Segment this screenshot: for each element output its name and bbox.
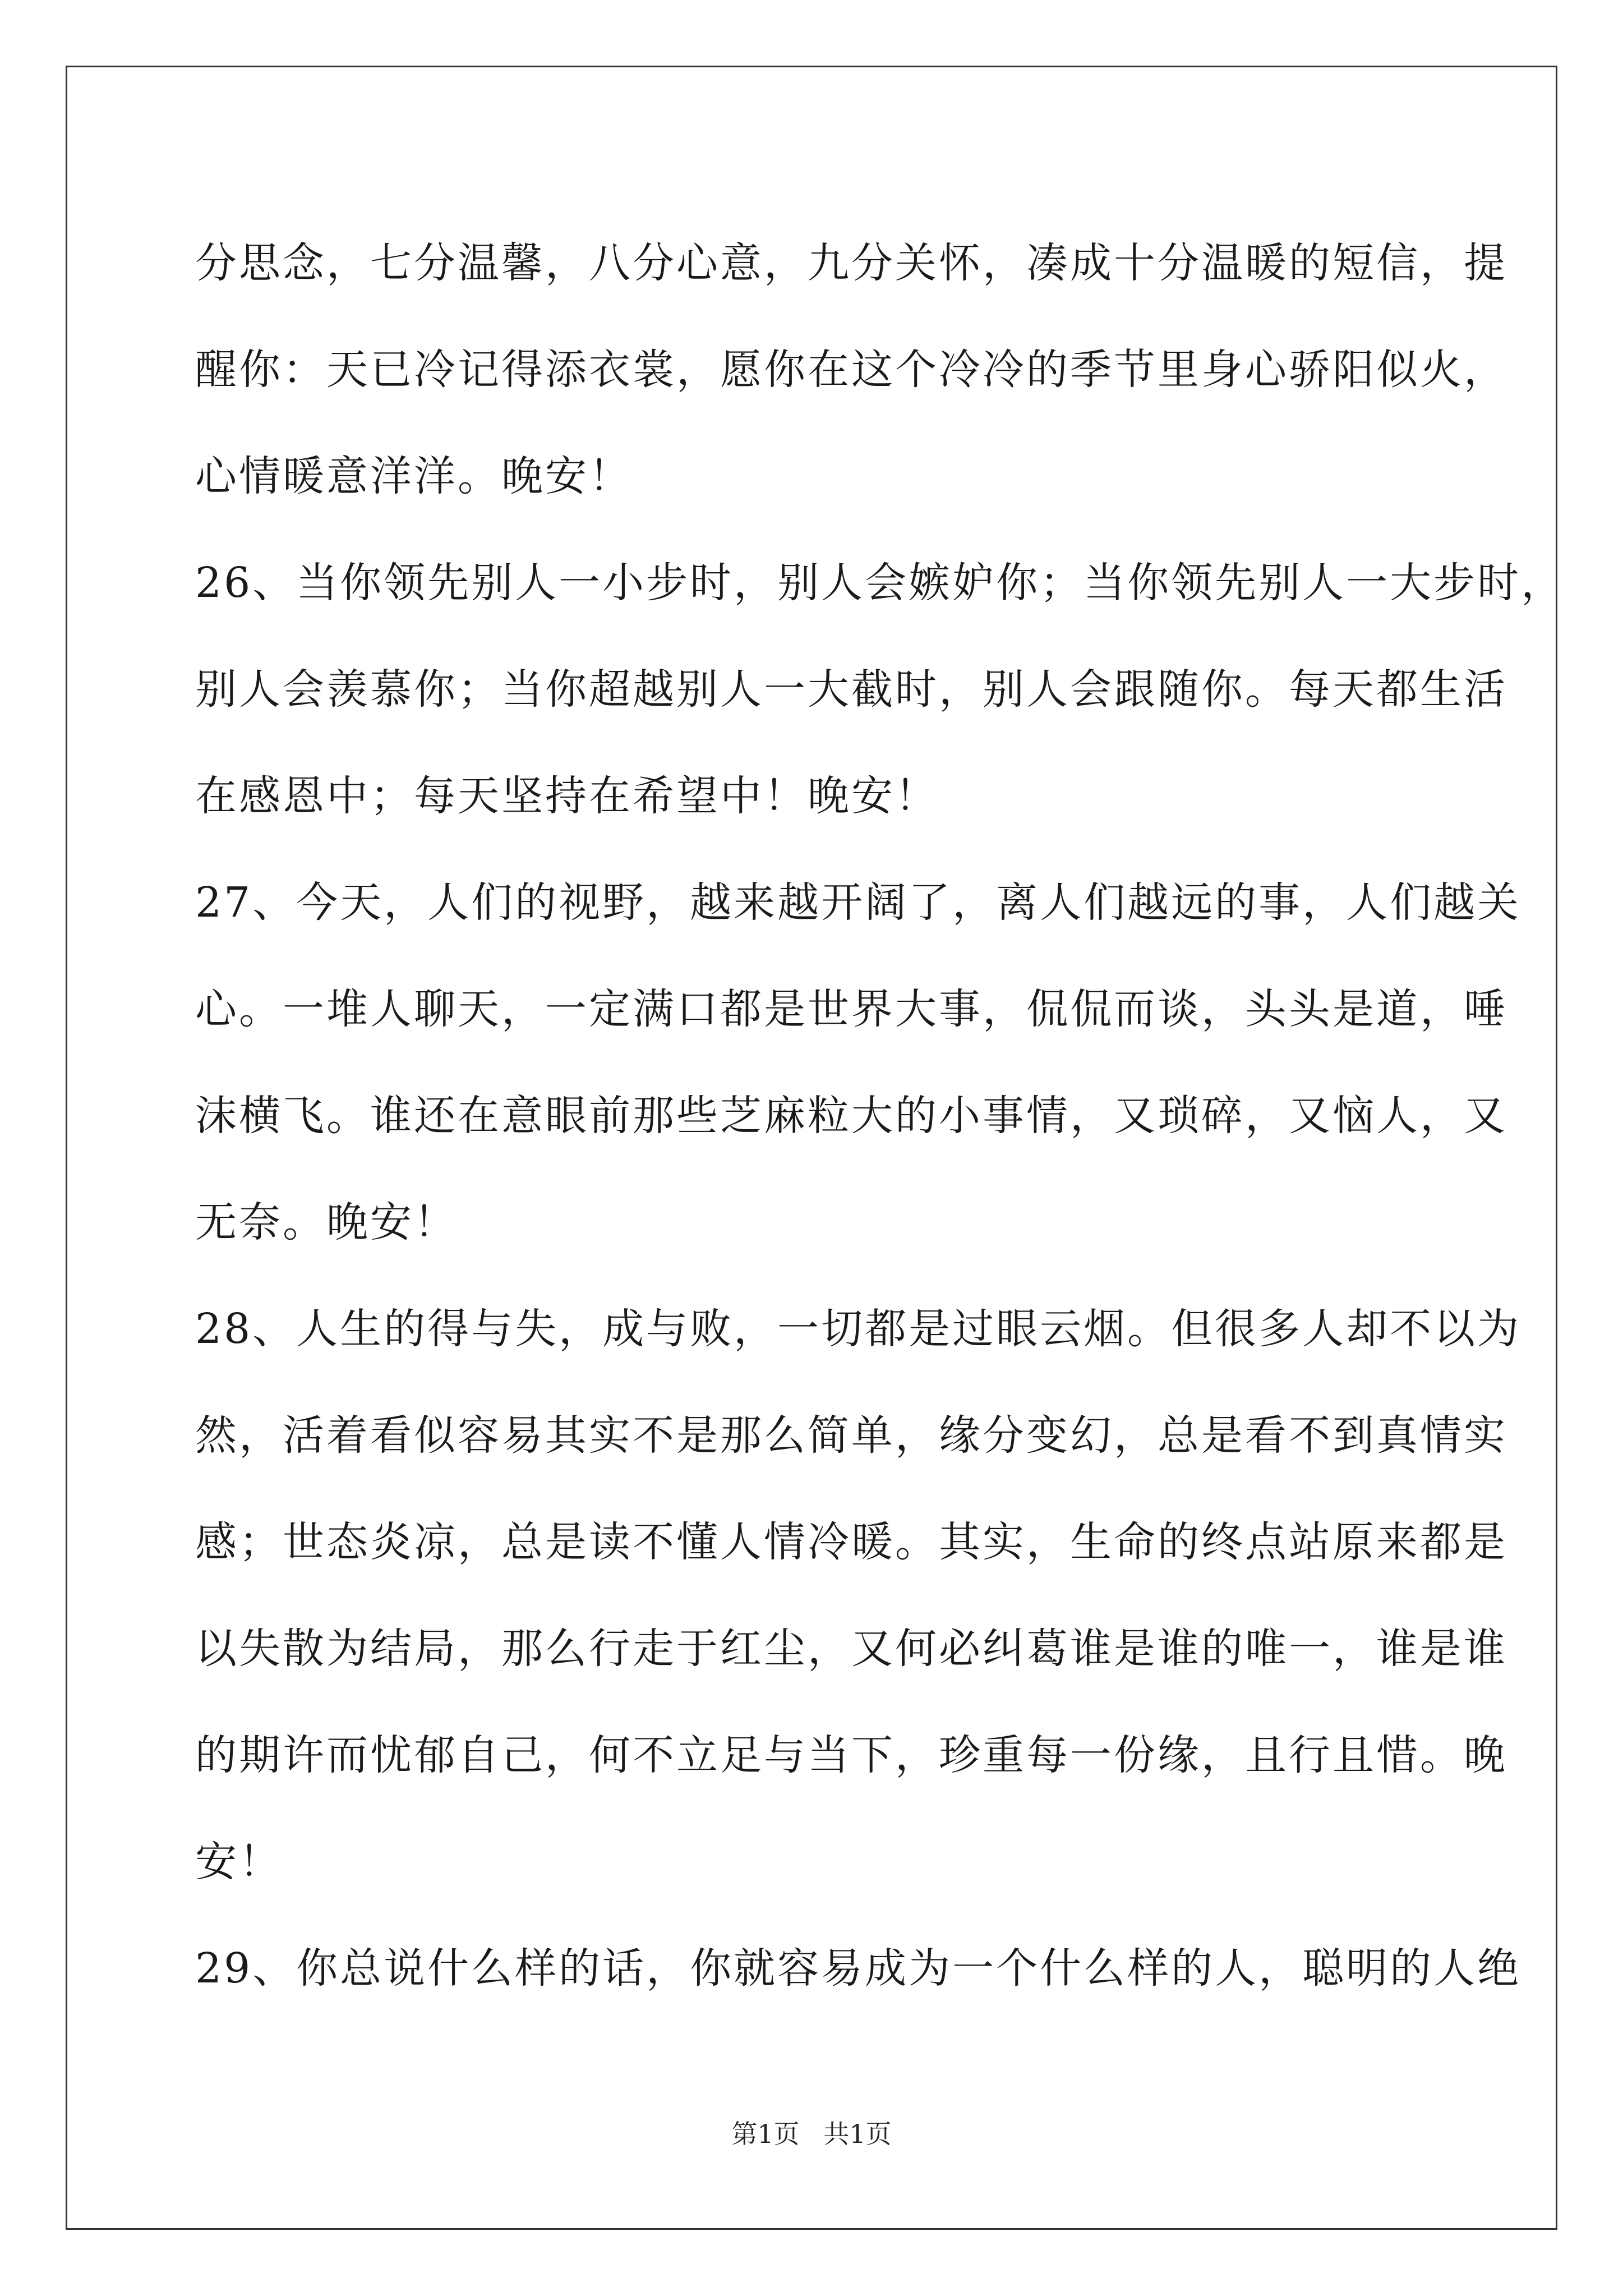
text-line: 心。一堆人聊天，一定满口都是世界大事，侃侃而谈，头头是道，唾 xyxy=(195,985,1507,1033)
text-line: 别人会羡慕你；当你超越别人一大截时，别人会跟随你。每天都生活 xyxy=(195,665,1507,714)
text-line: 然，活着看似容易其实不是那么简单，缘分变幻，总是看不到真情实 xyxy=(195,1411,1507,1460)
text-line: 分思念，七分温馨，八分心意，九分关怀，凑成十分温暖的短信，提 xyxy=(195,239,1507,287)
page-footer xyxy=(0,2114,1623,2151)
text-line: 28、人生的得与失，成与败，一切都是过眼云烟。但很多人却不以为 xyxy=(195,1305,1521,1353)
text-line: 以失散为结局，那么行走于红尘，又何必纠葛谁是谁的唯一，谁是谁 xyxy=(195,1625,1507,1673)
text-line: 无奈。晚安！ xyxy=(195,1198,458,1246)
text-line: 感；世态炎凉，总是读不懂人情冷暖。其实，生命的终点站原来都是 xyxy=(195,1518,1507,1566)
text-line: 沫横飞。谁还在意眼前那些芝麻粒大的小事情，又琐碎，又恼人，又 xyxy=(195,1092,1507,1140)
text-line: 27、今天，人们的视野，越来越开阔了，离人们越远的事，人们越关 xyxy=(195,878,1521,927)
page-number: 第1页 xyxy=(731,2119,800,2149)
text-line: 醒你：天已冷记得添衣裳，愿你在这个冷冷的季节里身心骄阳似火， xyxy=(195,346,1507,394)
document-body xyxy=(195,210,1565,2022)
text-line: 心情暖意洋洋。晚安！ xyxy=(195,452,633,500)
text-line: 在感恩中；每天坚持在希望中！晚安！ xyxy=(195,772,939,820)
page-total: 共1页 xyxy=(823,2119,892,2149)
text-line: 安！ xyxy=(195,1838,283,1886)
text-line: 26、当你领先别人一小步时，别人会嫉妒你；当你领先别人一大步时， xyxy=(195,559,1565,607)
text-line: 29、你总说什么样的话，你就容易成为一个什么样的人，聪明的人绝 xyxy=(195,1944,1521,1993)
text-line: 的期许而忧郁自己，何不立足与当下，珍重每一份缘，且行且惜。晚 xyxy=(195,1731,1507,1779)
